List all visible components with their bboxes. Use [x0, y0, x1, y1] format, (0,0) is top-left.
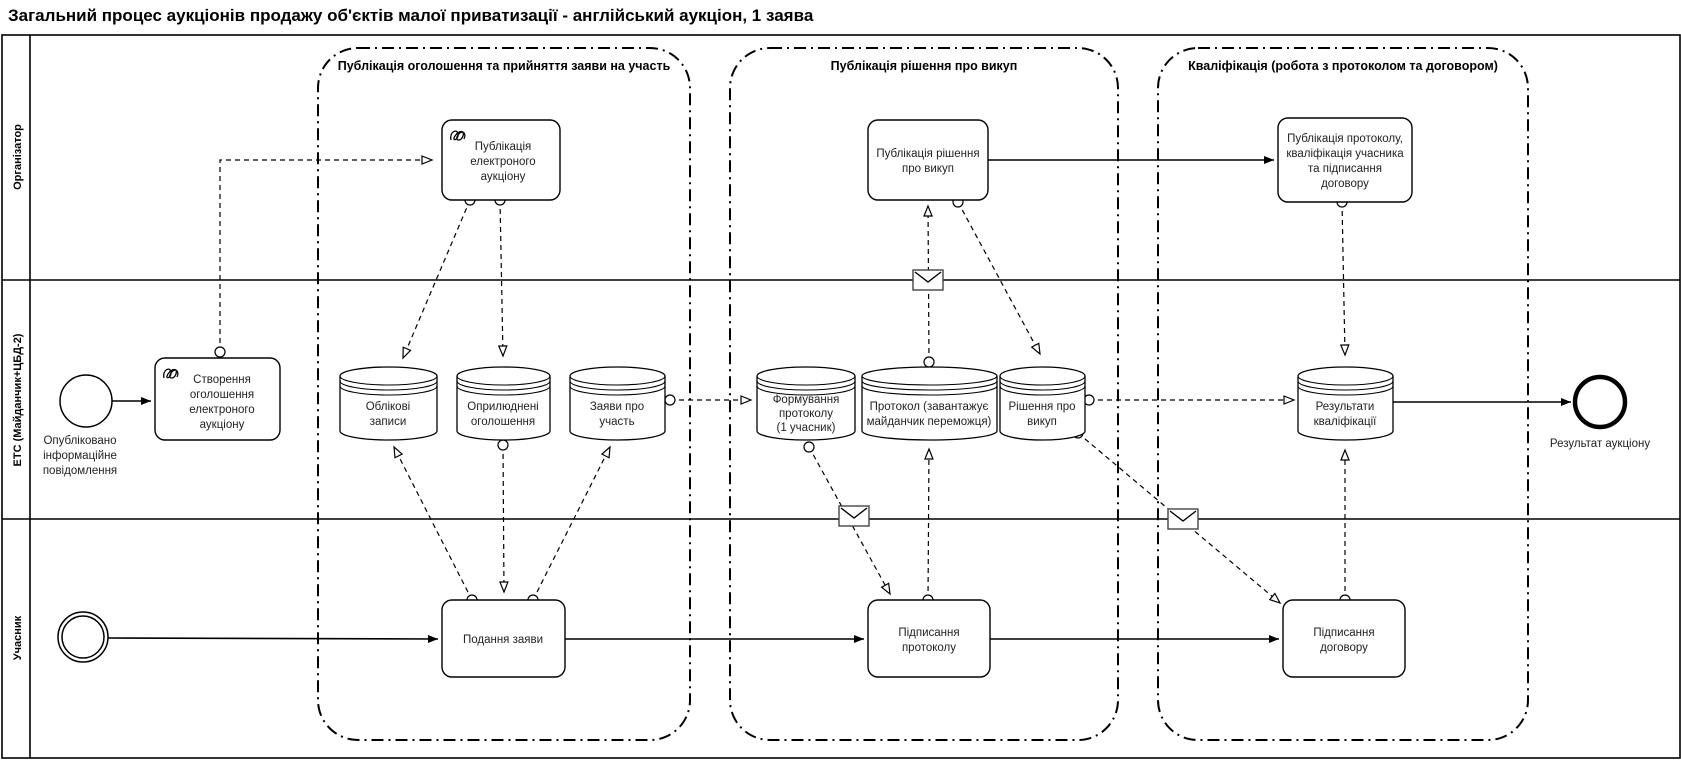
task-label-line: оголошення [189, 389, 255, 401]
envelope-icon [913, 270, 943, 290]
task-label-line: протоколу [901, 642, 957, 654]
task-label-line: та підписання [1308, 163, 1382, 175]
flow-participant-start-to-submit [108, 638, 438, 639]
datastore-label-line: Результати [1315, 401, 1375, 413]
intermediate-event-outer-circle[interactable] [58, 612, 108, 662]
task-create-auction-announcement[interactable] [155, 358, 280, 440]
assoc-submit-to-applications [533, 447, 610, 600]
message-envelope-formation-to-sign-protocol[interactable] [839, 506, 869, 526]
datastore-label-line: Протокол (завантажує [869, 401, 989, 413]
task-label-line: Створення [193, 374, 251, 386]
end-event-label: Результат аукціону [1549, 438, 1651, 450]
task-publish-protocol-qualification[interactable] [1278, 118, 1412, 202]
start-event-label-line: інформаційне [43, 450, 117, 462]
participant-start-event[interactable] [58, 612, 108, 662]
assoc-dot [804, 442, 814, 452]
start-event-circle[interactable] [60, 375, 112, 427]
task-label-line: аукціону [199, 419, 245, 431]
task-label-line: договору [1320, 642, 1368, 654]
assoc-dot [665, 395, 675, 405]
task-label-line: Підписання [1313, 627, 1375, 639]
group-announcement-label: Публікація оголошення та прийняття заяви на участь [337, 59, 671, 73]
diagram-title: Загальний процес аукціонів продажу об'єктів малої приватизації - англійський аукціон, 1 заява [8, 6, 814, 25]
task-submit-application[interactable] [442, 600, 565, 677]
datastore-label-line: Облікові [365, 401, 411, 413]
lane-participant-label: Учасник [12, 615, 24, 661]
start-event-label-line: Опубліковано [43, 435, 117, 447]
assoc-publish-to-accounts [403, 200, 470, 358]
assoc-dot [498, 440, 508, 450]
end-event-auction-result[interactable] [1550, 377, 1650, 450]
envelope-icon [839, 506, 869, 526]
assoc-sign-protocol-to-protocol-upload [928, 449, 929, 600]
group-buyout-label: Публікація рішення про викуп [830, 59, 1018, 73]
task-publish-buyout-decision[interactable] [868, 120, 988, 200]
assoc-publish-protocol-to-results [1342, 202, 1345, 355]
lane-ets-label: ЕТС (Майданчик+ЦБД-2) [12, 333, 24, 467]
task-label-line: Підписання [898, 627, 960, 639]
assoc-publish-to-announcements [500, 200, 503, 356]
task-label-line: Публікація протоколу, [1287, 133, 1403, 145]
datastore-label-line: Оприлюднені [467, 401, 539, 413]
assoc-create-to-publish-auction [220, 160, 432, 352]
datastore-participation-applications[interactable] [570, 367, 665, 440]
datastore-label-line: протоколу [778, 408, 834, 420]
task-label-line: електроного [189, 404, 255, 416]
datastore-label-line: оголошення [470, 416, 536, 428]
task-box[interactable] [868, 120, 988, 200]
assoc-decision-task-to-buyout-store [958, 202, 1040, 354]
datastore-published-announcements[interactable] [457, 367, 550, 440]
assoc-dot [215, 347, 225, 357]
assoc-submit-to-accounts [394, 447, 472, 600]
lane-organizer-label: Організатор [12, 124, 24, 190]
datastore-label-line: (1 учасник) [776, 422, 836, 434]
datastore-protocol-formation[interactable] [757, 367, 855, 440]
datastore-label-line: майданчик переможця) [866, 416, 992, 428]
task-publish-auction[interactable] [442, 120, 560, 200]
task-sign-contract[interactable] [1283, 600, 1405, 677]
task-label-line: про викуп [902, 163, 954, 175]
assoc-dot [924, 357, 934, 367]
datastore-label-line: Рішення про [1008, 401, 1076, 413]
start-event-label-line: повідомлення [42, 465, 118, 477]
datastore-buyout-decision[interactable] [1000, 367, 1085, 440]
datastore-label-line: кваліфікації [1313, 416, 1377, 428]
message-envelope-protocol-to-decision[interactable] [913, 270, 943, 290]
task-label-line: електроного [470, 156, 536, 168]
message-envelope-buyout-to-sign-contract[interactable] [1168, 509, 1198, 529]
datastore-label-line: викуп [1027, 416, 1057, 428]
end-event-circle[interactable] [1575, 377, 1625, 427]
datastore-label-line: Формування [772, 394, 840, 406]
task-label-line: договору [1321, 178, 1369, 190]
task-label-line: Публікація рішення [876, 148, 980, 160]
task-label-line: кваліфікація учасника [1286, 148, 1404, 160]
group-qualification-label: Кваліфікація (робота з протоколом та договором) [1188, 59, 1498, 73]
datastore-protocol-upload[interactable] [862, 367, 997, 440]
start-event-info-published[interactable] [43, 375, 117, 477]
datastore-label-line: Заяви про [589, 401, 645, 413]
task-sign-protocol[interactable] [868, 600, 990, 677]
datastore-qualification-results[interactable] [1298, 367, 1393, 440]
datastore-label-line: записи [369, 416, 407, 428]
envelope-icon [1168, 509, 1198, 529]
assoc-announcements-to-submit [503, 445, 504, 592]
task-label-line: Публікація [474, 141, 532, 153]
datastore-label-line: участь [599, 416, 635, 428]
datastore-accounts[interactable] [340, 367, 437, 440]
task-label-line: аукціону [480, 171, 526, 183]
task-label-line: Подання заяви [462, 634, 544, 646]
